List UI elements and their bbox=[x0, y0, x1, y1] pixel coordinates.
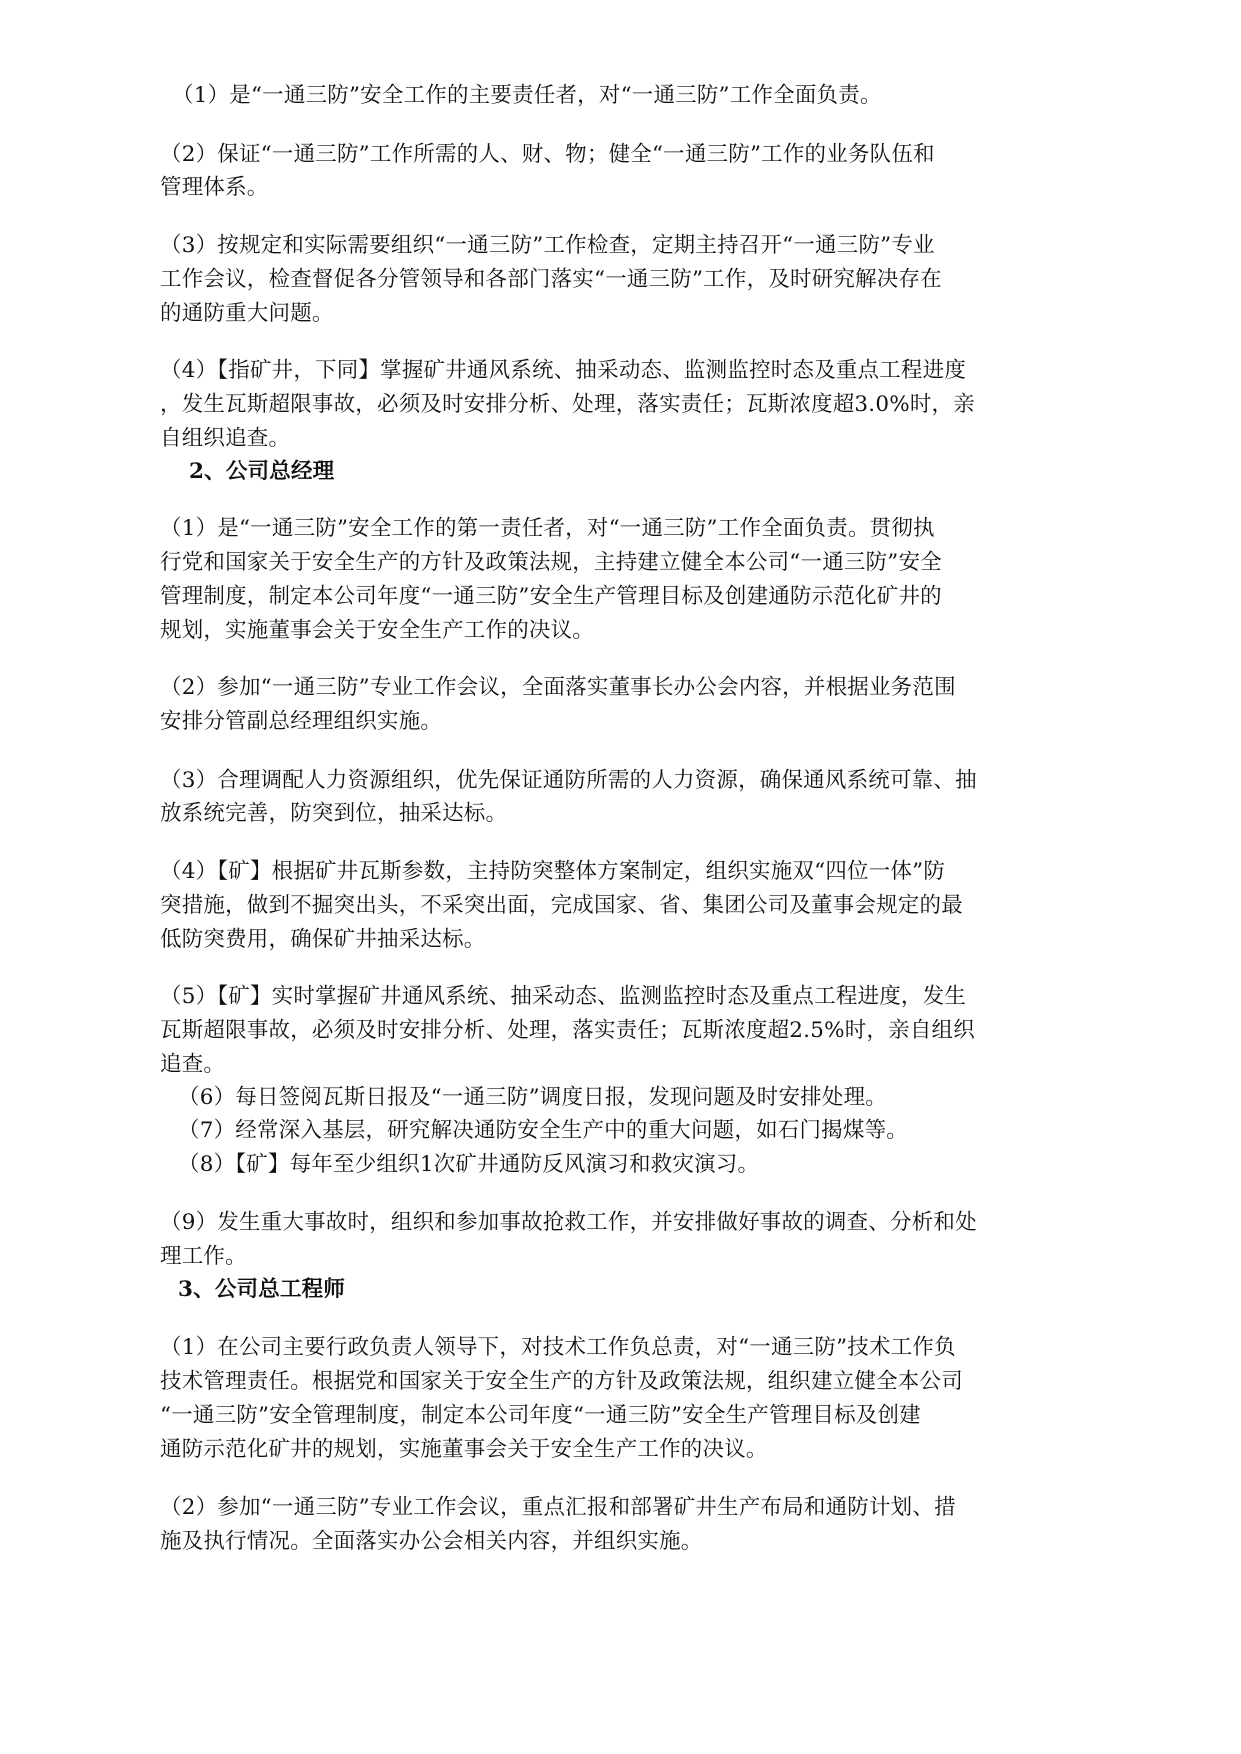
paragraph-2-4-line-1: （4）【矿】根据矿井瓦斯参数，主持防突整体方案制定，组织实施双“四位一体”防 bbox=[160, 859, 946, 884]
paragraph-2-9-line-2: 理工作。 bbox=[160, 1244, 247, 1269]
paragraph-2-1-line-1: （1）是“一通三防”安全工作的第一责任者，对“一通三防”工作全面负责。贯彻执 bbox=[160, 516, 935, 541]
paragraph-1-4-line-3: 自组织追查。 bbox=[160, 426, 291, 451]
paragraph-2-1-line-2: 行党和国家关于安全生产的方针及政策法规，主持建立健全本公司“一通三防”安全 bbox=[160, 550, 942, 575]
paragraph-2-1-line-3: 管理制度，制定本公司年度“一通三防”安全生产管理目标及创建通防示范化矿井的 bbox=[160, 584, 942, 609]
paragraph-2-2-line-2: 安排分管副总经理组织实施。 bbox=[160, 709, 443, 734]
paragraph-2-5-line-3: 追查。 bbox=[160, 1052, 226, 1077]
paragraph-2-8-line-1: （8）【矿】每年至少组织1次矿井通防反风演习和救灾演习。 bbox=[178, 1152, 760, 1177]
paragraph-2-3-line-2: 放系统完善，防突到位，抽采达标。 bbox=[160, 801, 508, 826]
paragraph-3-1-line-1: （1）在公司主要行政负责人领导下，对技术工作负总责，对“一通三防”技术工作负 bbox=[160, 1335, 956, 1360]
paragraph-3-1-line-3: “一通三防”安全管理制度，制定本公司年度“一通三防”安全生产管理目标及创建 bbox=[160, 1403, 921, 1428]
paragraph-2-1-line-4: 规划，实施董事会关于安全生产工作的决议。 bbox=[160, 618, 595, 643]
paragraph-2-2-line-1: （2）参加“一通三防”专业工作会议，全面落实董事长办公会内容，并根据业务范围 bbox=[160, 675, 956, 700]
paragraph-2-4-line-3: 低防突费用，确保矿井抽采达标。 bbox=[160, 927, 486, 952]
paragraph-3-2-line-1: （2）参加“一通三防”专业工作会议，重点汇报和部署矿井生产布局和通防计划、措 bbox=[160, 1495, 956, 1520]
paragraph-2-5-line-1: （5）【矿】实时掌握矿井通风系统、抽采动态、监测监控时态及重点工程进度，发生 bbox=[160, 984, 967, 1009]
paragraph-1-2-line-2: 管理体系。 bbox=[160, 175, 269, 200]
paragraph-3-1-line-2: 技术管理责任。根据党和国家关于安全生产的方针及政策法规，组织建立健全本公司 bbox=[160, 1369, 963, 1394]
paragraph-1-3-line-2: 工作会议，检查督促各分管领导和各部门落实“一通三防”工作，及时研究解决存在 bbox=[160, 267, 942, 292]
paragraph-1-4-line-1: （4）【指矿井，下同】掌握矿井通风系统、抽采动态、监测监控时态及重点工程进度 bbox=[160, 358, 967, 383]
paragraph-2-7-line-1: （7）经常深入基层，研究解决通防安全生产中的重大问题，如石门揭煤等。 bbox=[178, 1118, 908, 1143]
paragraph-1-4-line-2: ，发生瓦斯超限事故，必须及时安排分析、处理，落实责任；瓦斯浓度超3.0%时，亲 bbox=[160, 392, 975, 417]
paragraph-3-2-line-2: 施及执行情况。全面落实办公会相关内容，并组织实施。 bbox=[160, 1529, 703, 1554]
section-heading-general-manager: 2、公司总经理 bbox=[189, 459, 335, 484]
paragraph-2-9-line-1: （9）发生重大事故时，组织和参加事故抢救工作，并安排做好事故的调查、分析和处 bbox=[160, 1210, 977, 1235]
paragraph-2-3-line-1: （3）合理调配人力资源组织，优先保证通防所需的人力资源，确保通风系统可靠、抽 bbox=[160, 768, 977, 793]
paragraph-2-4-line-2: 突措施，做到不掘突出头，不采突出面，完成国家、省、集团公司及董事会规定的最 bbox=[160, 893, 963, 918]
paragraph-1-1-line-1: （1）是“一通三防”安全工作的主要责任者，对“一通三防”工作全面负责。 bbox=[172, 83, 882, 108]
paragraph-2-5-line-2: 瓦斯超限事故，必须及时安排分析、处理，落实责任；瓦斯浓度超2.5%时，亲自组织 bbox=[160, 1018, 975, 1043]
section-heading-chief-engineer: 3、公司总工程师 bbox=[178, 1277, 346, 1302]
paragraph-2-6-line-1: （6）每日签阅瓦斯日报及“一通三防”调度日报，发现问题及时安排处理。 bbox=[178, 1085, 887, 1110]
paragraph-3-1-line-4: 通防示范化矿井的规划，实施董事会关于安全生产工作的决议。 bbox=[160, 1437, 768, 1462]
paragraph-1-3-line-3: 的通防重大问题。 bbox=[160, 301, 334, 326]
paragraph-1-3-line-1: （3）按规定和实际需要组织“一通三防”工作检查，定期主持召开“一通三防”专业 bbox=[160, 233, 935, 258]
paragraph-1-2-line-1: （2）保证“一通三防”工作所需的人、财、物；健全“一通三防”工作的业务队伍和 bbox=[160, 142, 935, 167]
